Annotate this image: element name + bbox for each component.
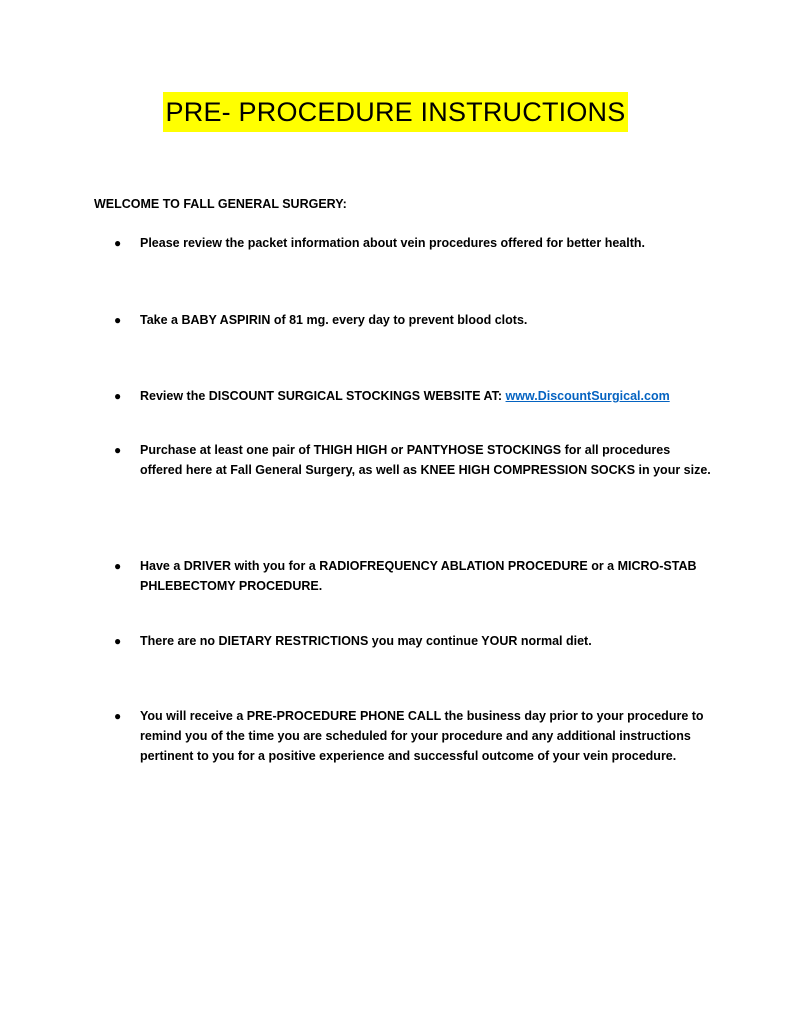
page-title: PRE- PROCEDURE INSTRUCTIONS — [163, 92, 629, 132]
title-container — [0, 92, 791, 132]
list-item — [114, 386, 714, 406]
bullet-icon: ● — [114, 389, 122, 403]
list-item — [114, 706, 714, 766]
list-item — [114, 631, 714, 651]
instruction-stockings-text: Review the DISCOUNT SURGICAL STOCKINGS WEBSITE AT: — [140, 389, 506, 403]
instruction-baby-aspirin: Take a BABY ASPIRIN of 81 mg. every day to prevent blood clots. — [140, 313, 528, 327]
discount-surgical-link[interactable]: www.DiscountSurgical.com — [505, 389, 670, 403]
bullet-icon: ● — [114, 559, 122, 573]
instruction-purchase-stockings: Purchase at least one pair of THIGH HIGH or PANTYHOSE STOCKINGS for all procedures offered here at Fall General Surgery, as well as KNEE HIGH COMPRESSION SOCKS in your size. — [140, 443, 711, 477]
list-item — [114, 556, 714, 596]
bullet-icon: ● — [114, 236, 122, 250]
list-item — [114, 440, 714, 480]
instruction-review-packet: Please review the packet information about vein procedures offered for better health. — [140, 236, 645, 250]
instruction-dietary: There are no DIETARY RESTRICTIONS you may continue YOUR normal diet. — [140, 634, 592, 648]
instruction-phone-call: You will receive a PRE-PROCEDURE PHONE CALL the business day prior to your procedure to remind you of the time you are scheduled for your procedure and any additional instructions pertinent to you for a positive experience and successful outcome of your vein procedure. — [140, 709, 704, 763]
bullet-icon: ● — [114, 634, 122, 648]
bullet-icon: ● — [114, 443, 122, 457]
instruction-driver: Have a DRIVER with you for a RADIOFREQUENCY ABLATION PROCEDURE or a MICRO-STAB PHLEBECTOMY PROCEDURE. — [140, 559, 697, 593]
bullet-icon: ● — [114, 709, 122, 723]
instruction-stockings-website — [140, 386, 714, 406]
list-item — [114, 310, 714, 330]
welcome-heading: WELCOME TO FALL GENERAL SURGERY: — [94, 197, 347, 211]
bullet-icon: ● — [114, 313, 122, 327]
list-item — [114, 233, 714, 253]
